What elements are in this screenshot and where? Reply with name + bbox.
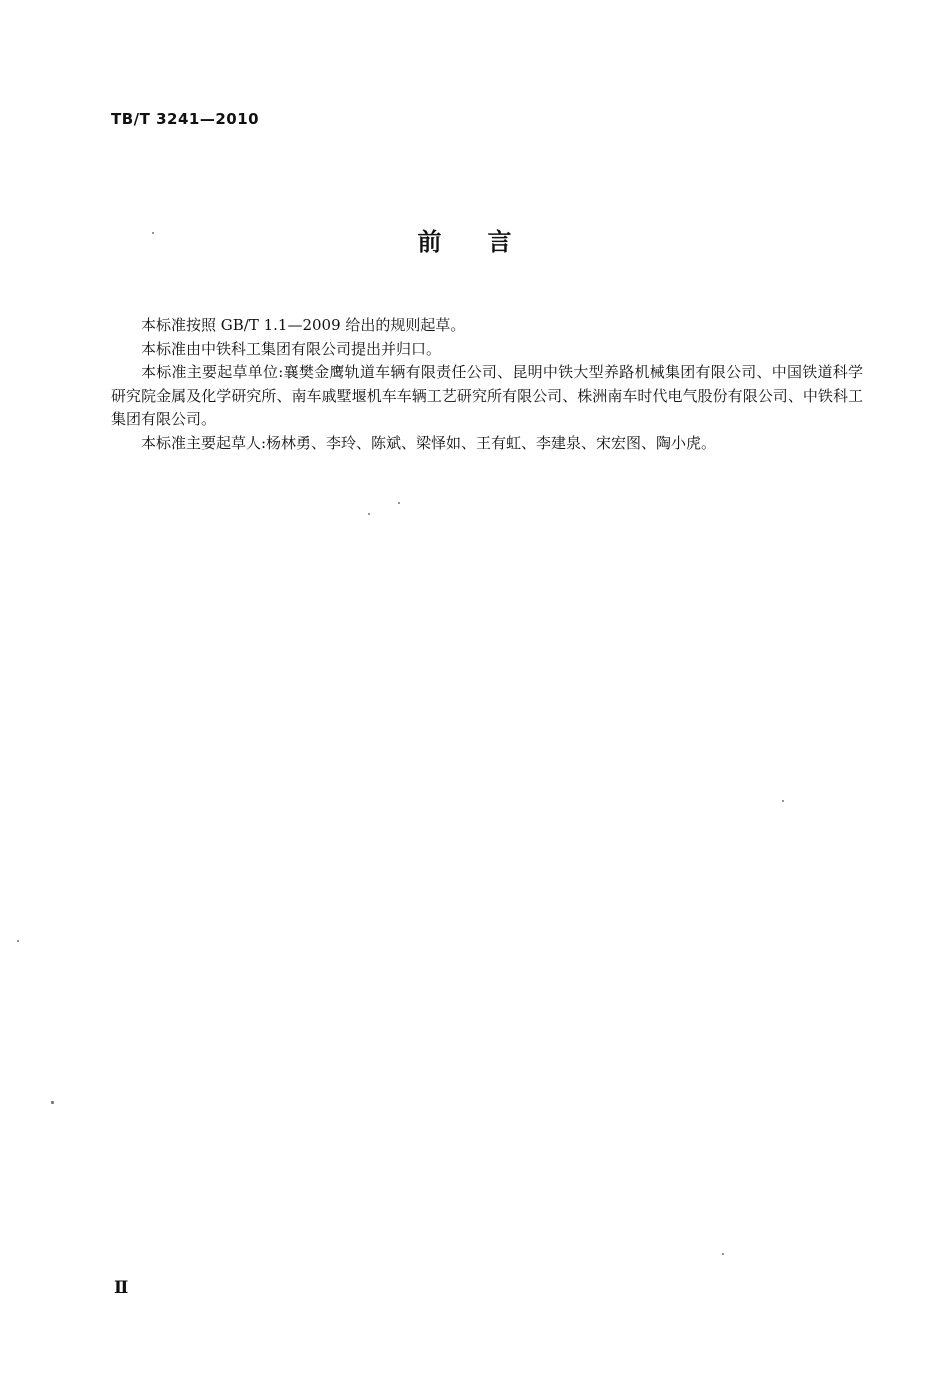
paragraph-drafting-units: 本标准主要起草单位:襄樊金鹰轨道车辆有限责任公司、昆明中铁大型养路机械集团有限公司、中国铁道科学研究院金属及化学研究所、南车戚墅堰机车车辆工艺研究所有限公司、株洲南车时代电气股份有限公司、中铁科工集团有限公司。	[111, 363, 863, 428]
foreword-body	[111, 314, 863, 455]
scan-speck	[17, 940, 19, 942]
scan-speck	[152, 232, 154, 234]
standard-code: TB/T 3241—2010	[111, 110, 260, 128]
page-title: 前言	[417, 228, 558, 256]
scan-speck	[782, 800, 784, 802]
scan-speck	[368, 513, 370, 515]
paragraph-proposer: 本标准由中铁科工集团有限公司提出并归口。	[141, 339, 442, 358]
paragraph-drafters: 本标准主要起草人:杨林勇、李玲、陈斌、梁怿如、王有虹、李建泉、宋宏图、陶小虎。	[141, 433, 717, 452]
scan-speck	[51, 1101, 54, 1104]
scan-speck	[398, 502, 400, 504]
paragraph-drafting-rules: 本标准按照 GB/T 1.1—2009 给出的规则起草。	[141, 316, 466, 334]
scan-speck	[722, 1253, 724, 1255]
page-number: Ⅱ	[114, 1278, 129, 1298]
